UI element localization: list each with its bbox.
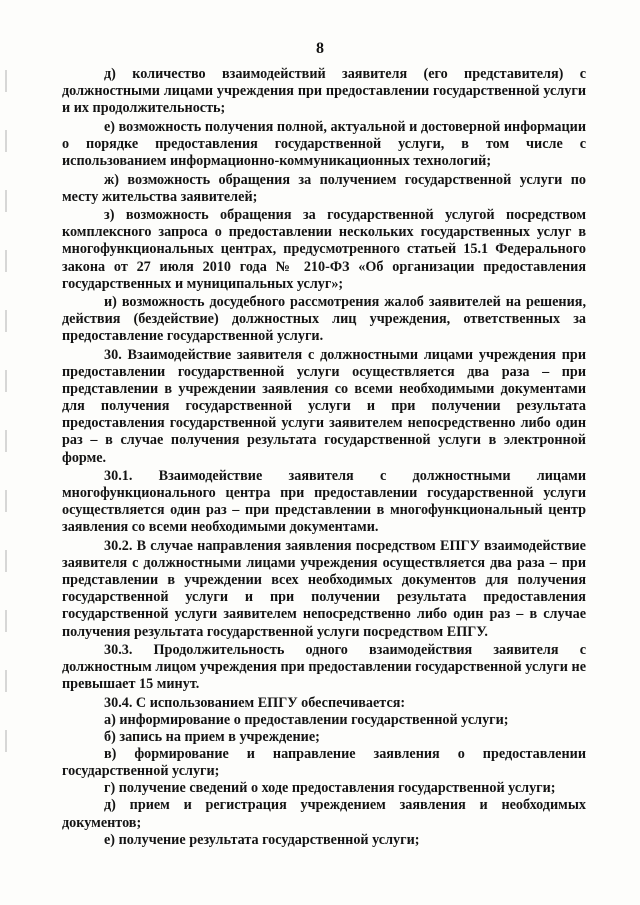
list-item-b: б) запись на прием в учреждение; (104, 729, 320, 746)
clause-30-3: 30.3. Продолжительность одного взаимодействия заявителя с должностным лицом учреждения при предоставлении государственной услуги не превышает 15 минут. (62, 642, 586, 693)
list-item-g: г) получение сведений о ходе предоставления государственной услуги; (104, 780, 556, 797)
paragraph-e-information: е) возможность получения полной, актуальной и достоверной информации о порядке предоставления государственной услуги, в том числе с использованием информационно-коммуникационных технологий; (62, 118, 586, 169)
clause-30-2: 30.2. В случае направления заявления посредством ЕПГУ взаимодействие заявителя с должностными лицами учреждения осуществляется два раза – при представлении в учреждении всех необходимых документов для получения государственной услуги и при получении результата предоставления государственной услуги заявителем непосредственно либо один раз – в случае получения результата государственной услуги посредством ЕПГУ. (62, 538, 586, 640)
paragraph-i-pretrial-appeal: и) возможность досудебного рассмотрения жалоб заявителей на решения, действия (бездействие) должностных лиц учреждения, ответственных за предоставление государственной услуги. (62, 294, 586, 345)
page-number: 8 (316, 40, 324, 57)
scan-margin-marks (5, 70, 7, 790)
clause-30-1: 30.1. Взаимодействие заявителя с должностными лицами многофункционального центра при предоставлении государственной услуги осуществляется один раз – при представлении в многофункциональный центр заявления со всеми необходимыми документами. (62, 468, 586, 536)
clause-30: 30. Взаимодействие заявителя с должностными лицами учреждения при предоставлении государственной услуги осуществляется два раза – при представлении в учреждении заявления со всеми необходимыми документами для получения государственной услуги и при получении результата предоставления государственной услуги заявителем непосредственно либо один раз – в случае получения результата государственной услуги в электронной форме. (62, 347, 586, 466)
paragraph-d-interactions: д) количество взаимодействий заявителя (его представителя) с должностными лицами учреждения при предоставлении государственной услуги и их продолжительность; (62, 66, 586, 117)
paragraph-z-complex-request: з) возможность обращения за государственной услугой посредством комплексного запроса о предоставлении нескольких государственных услуг в многофункциональных центрах, предусмотренного статьей 15.1 Федерального закона от 27 июля 2010 года № 210-ФЗ «Об организации предоставления государственных и муниципальных услуг»; (62, 207, 586, 292)
list-item-a: а) информирование о предоставлении государственной услуги; (104, 711, 509, 728)
document-body (62, 66, 586, 849)
list-item-v: в) формирование и направление заявления о предоставлении государственной услуги; (62, 746, 586, 780)
paragraph-zh-residence: ж) возможность обращения за получением государственной услуги по месту жительства заявителей; (62, 171, 586, 205)
clause-30-4: 30.4. С использованием ЕПГУ обеспечивается: (104, 694, 406, 711)
list-item-d: д) прием и регистрация учреждением заявления и необходимых документов; (62, 797, 586, 831)
list-item-e: е) получение результата государственной услуги; (104, 831, 420, 848)
